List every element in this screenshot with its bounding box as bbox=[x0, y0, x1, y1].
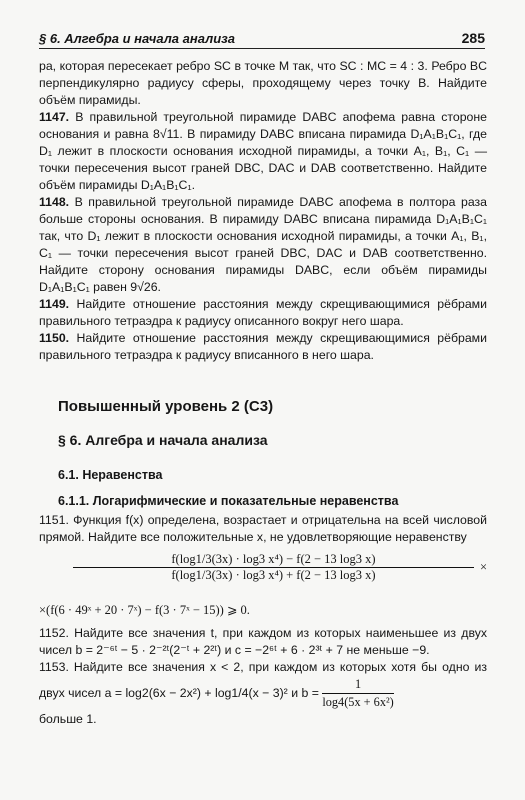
inequality-fraction bbox=[39, 552, 487, 583]
fraction-numerator: 1 bbox=[354, 677, 362, 691]
fraction-numerator: f(log1/3(3x) · log3 x⁴) − f(2 − 13 log3 x) bbox=[171, 552, 376, 566]
problem-number: 1150. bbox=[39, 331, 70, 345]
problem-1149 bbox=[39, 296, 487, 330]
problem-text: Найдите отношение расстояния между скрещивающимися рёбрами правильного тетраэдра к радиусу описанного вокруг него шара. bbox=[39, 297, 487, 328]
problem-1148 bbox=[39, 194, 487, 296]
problem-1151 bbox=[39, 512, 487, 546]
problem-1152 bbox=[39, 625, 487, 659]
problem-number: 1153. bbox=[39, 660, 69, 674]
problem-text: Найдите отношение расстояния между скрещивающимися рёбрами правильного тетраэдра к радиусу вписанного в него шара. bbox=[39, 331, 487, 362]
paragraph-continuation bbox=[39, 58, 487, 109]
problem-text: В правильной треугольной пирамиде DABC апофема в полтора раза больше стороны основания. В пирамиду DABC вписана пирамида D₁A₁B₁C₁ так, что D₁ лежит в плоскости основания исходной пирамиды, а точки A₁, B₁, C₁ — точки пересечения высот граней DBC, DAC и DAB соответственно. Найдите сторону основания пирамиды DABC, если объём пирамиды D₁A₁B₁C₁ равен 9√26. bbox=[39, 195, 487, 294]
problem-1150 bbox=[39, 330, 487, 364]
fraction-denominator: f(log1/3(3x) · log3 x⁴) + f(2 − 13 log3 x) bbox=[171, 568, 376, 582]
chapter-heading: § 6. Алгебра и начала анализа bbox=[58, 432, 268, 448]
problem-text: Найдите все значения t, при каждом из которых наименьшее из двух чисел b = 2⁻⁶ᵗ − 5 · 2⁻²ᵗ(2⁻ᵗ + 2²ᵗ) и c = −2⁶ᵗ + 6 · 2³ᵗ + 7 не меньше −9. bbox=[39, 626, 488, 657]
upper-text-block bbox=[39, 58, 487, 364]
times-sign: × bbox=[479, 560, 487, 574]
lower-text-block-2 bbox=[39, 625, 487, 728]
problem-number: 1152. bbox=[39, 626, 69, 640]
running-header bbox=[39, 30, 485, 49]
level-heading: Повышенный уровень 2 (C3) bbox=[58, 398, 274, 415]
subsection-heading: 6.1. Неравенства bbox=[58, 468, 163, 482]
header-section-title: § 6. Алгебра и начала анализа bbox=[39, 31, 236, 46]
problem-number: 1147. bbox=[39, 110, 70, 124]
inequality-tail: ×(f(6 · 49ˣ + 20 · 7ˣ) − f(3 · 7ˣ − 15)) ⩾ 0. bbox=[39, 603, 250, 617]
problem-number: 1149. bbox=[39, 297, 70, 311]
lower-text-block bbox=[39, 512, 487, 546]
problem-1147 bbox=[39, 109, 487, 194]
problem-1153-end: больше 1. bbox=[39, 712, 97, 726]
page-number: 285 bbox=[461, 30, 485, 46]
problem-number: 1151. bbox=[39, 513, 69, 527]
problem-1153 bbox=[39, 659, 487, 711]
b-fraction bbox=[322, 676, 393, 711]
problem-number: 1148. bbox=[39, 195, 70, 209]
paragraph-text: ра, которая пересекает ребро SC в точке M так, что SC : MC = 4 : 3. Ребро BC перпендикулярно радиусу сферы, проходящему через точку B. Найдите объём пирамиды. bbox=[39, 59, 487, 107]
problem-text: В правильной треугольной пирамиде DABC апофема равна стороне основания и равна 8√11. В пирамиду DABC вписана пирамида D₁A₁B₁C₁, где D₁ лежит в плоскости основания исходной пирамиды, а точки A₁, B₁, C₁ — точки пересечения высот граней DBC, DAC и DAB соответственно. Найдите объём пирамиды D₁A₁B₁C₁. bbox=[39, 110, 488, 192]
fraction-denominator: log4(5x + 6x²) bbox=[322, 695, 394, 709]
subsubsection-heading: 6.1.1. Логарифмические и показательные неравенства bbox=[58, 494, 399, 508]
problem-text: Функция f(x) определена, возрастает и отрицательна на всей числовой прямой. Найдите все положительные x, не удовлетворяющие неравенству bbox=[39, 513, 487, 544]
problem-text: Найдите все значения x < 2, при каждом из которых хотя бы одно из двух чисел a = log2(6x − 2x²) + log1/4(x − 3)² и b = bbox=[39, 660, 488, 700]
